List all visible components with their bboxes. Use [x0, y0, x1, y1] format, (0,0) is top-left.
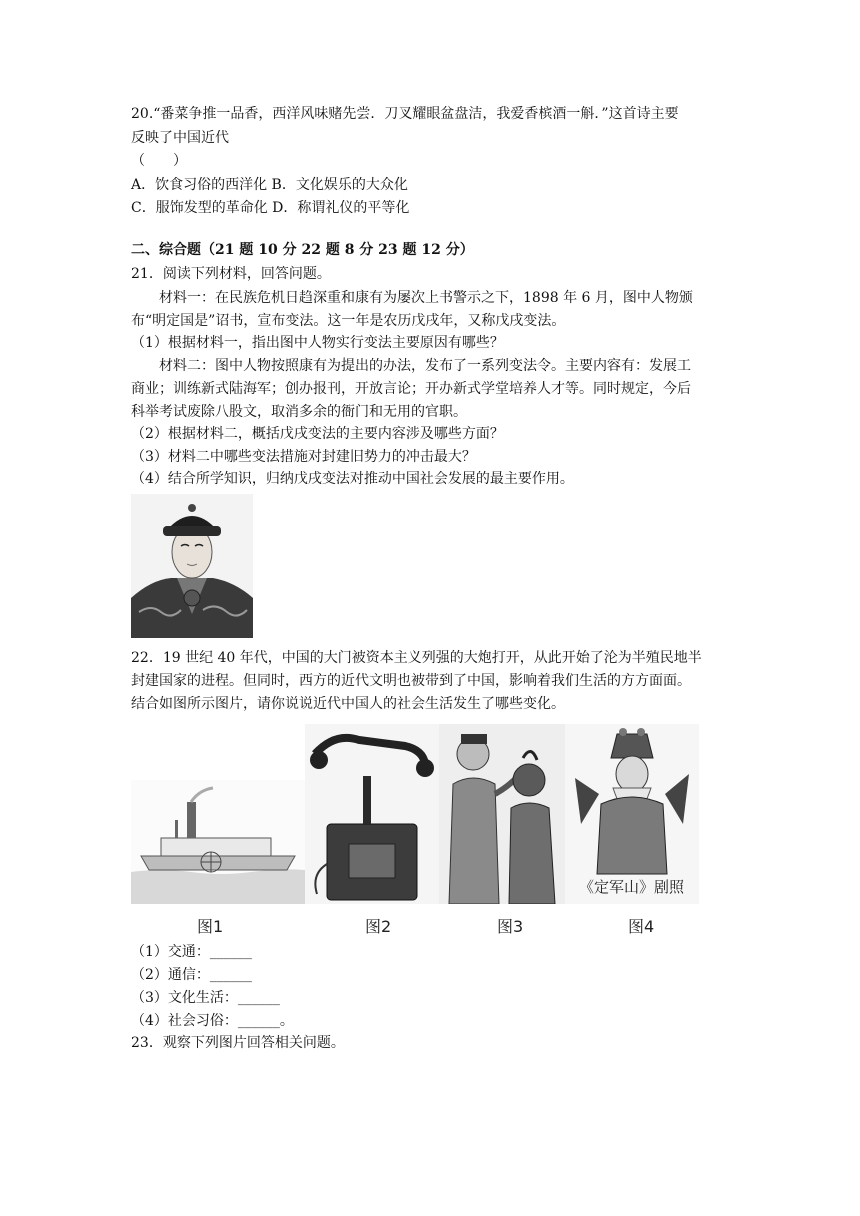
fig3-haircut-image — [439, 724, 565, 904]
q20-options-cd: C．服饰发型的革命化 D．称谓礼仪的平等化 — [131, 200, 410, 216]
q21-question1: （1）根据材料一，指出图中人物实行变法主要原因有哪些？ — [131, 335, 504, 351]
q21-question3: （3）材料二中哪些变法措施对封建旧势力的冲击最大？ — [131, 449, 476, 465]
emperor-portrait-image — [131, 494, 253, 638]
q21-material2-line1: 材料二：图中人物按照康有为提出的办法，发布了一系列变法令。主要内容有：发展工 — [159, 358, 691, 374]
q21-question2: （2）根据材料二，概括戊戌变法的主要内容涉及哪些方面？ — [131, 426, 504, 442]
q22-answer-communication: （2）通信：______ — [131, 967, 252, 983]
q20-answer-paren: （ ） — [131, 153, 187, 169]
fig2-telephone-image — [305, 724, 439, 904]
fig4-opera-image — [565, 724, 699, 904]
fig1-caption: 图1 — [197, 917, 224, 936]
q20-stem-line2: 反映了中国近代 — [131, 130, 229, 146]
q22-stem-line3: 结合如图所示图片，请你说说近代中国人的社会生活发生了哪些变化。 — [131, 696, 565, 712]
fig2-caption: 图2 — [365, 917, 392, 936]
q21-material1-line2: 布“明定国是”诏书，宣布变法。这一年是农历戊戌年，又称戊戌变法。 — [131, 313, 566, 329]
q21-intro: 21．阅读下列材料，回答问题。 — [131, 266, 331, 282]
q21-material2-line2: 商业；训练新式陆海军；创办报刊，开放言论；开办新式学堂培养人才等。同时规定，今后 — [131, 381, 691, 397]
q21-material2-line3: 科举考试废除八股文，取消多余的衙门和无用的官职。 — [131, 404, 467, 420]
q21-material1-line1: 材料一：在民族危机日趋深重和康有为屡次上书警示之下，1898 年 6 月，图中人物颁 — [159, 290, 693, 306]
fig3-caption: 图3 — [497, 917, 524, 936]
q20-options-ab: A．饮食习俗的西洋化 B．文化娱乐的大众化 — [131, 177, 408, 193]
q23-intro: 23．观察下列图片回答相关问题。 — [131, 1035, 345, 1051]
q20-stem-line1: 20.“番菜争推一品香，西洋风味赌先尝．刀叉耀眼盆盘洁，我爱香槟酒一斛．”这首诗主要 — [131, 106, 679, 122]
fig4-photo-label: 《定军山》剧照 — [579, 878, 685, 896]
q22-answer-customs: （4）社会习俗：______。 — [131, 1013, 294, 1029]
section-heading: 二、综合题（21 题 10 分 22 题 8 分 23 题 12 分） — [131, 242, 474, 258]
q22-answer-culture: （3）文化生活：______ — [131, 990, 280, 1006]
fig1-steamship-image — [131, 780, 305, 904]
q21-question4: （4）结合所学知识，归纳戊戌变法对推动中国社会发展的最主要作用。 — [131, 471, 574, 487]
q22-stem-line2: 封建国家的进程。但同时，西方的近代文明也被带到了中国，影响着我们生活的方方面面。 — [131, 673, 691, 689]
q22-stem-line1: 22．19 世纪 40 年代，中国的大门被资本主义列强的大炮打开，从此开始了沦为半殖民地半 — [131, 650, 702, 666]
fig4-caption: 图4 — [628, 917, 655, 936]
q22-answer-transport: （1）交通：______ — [131, 944, 252, 960]
